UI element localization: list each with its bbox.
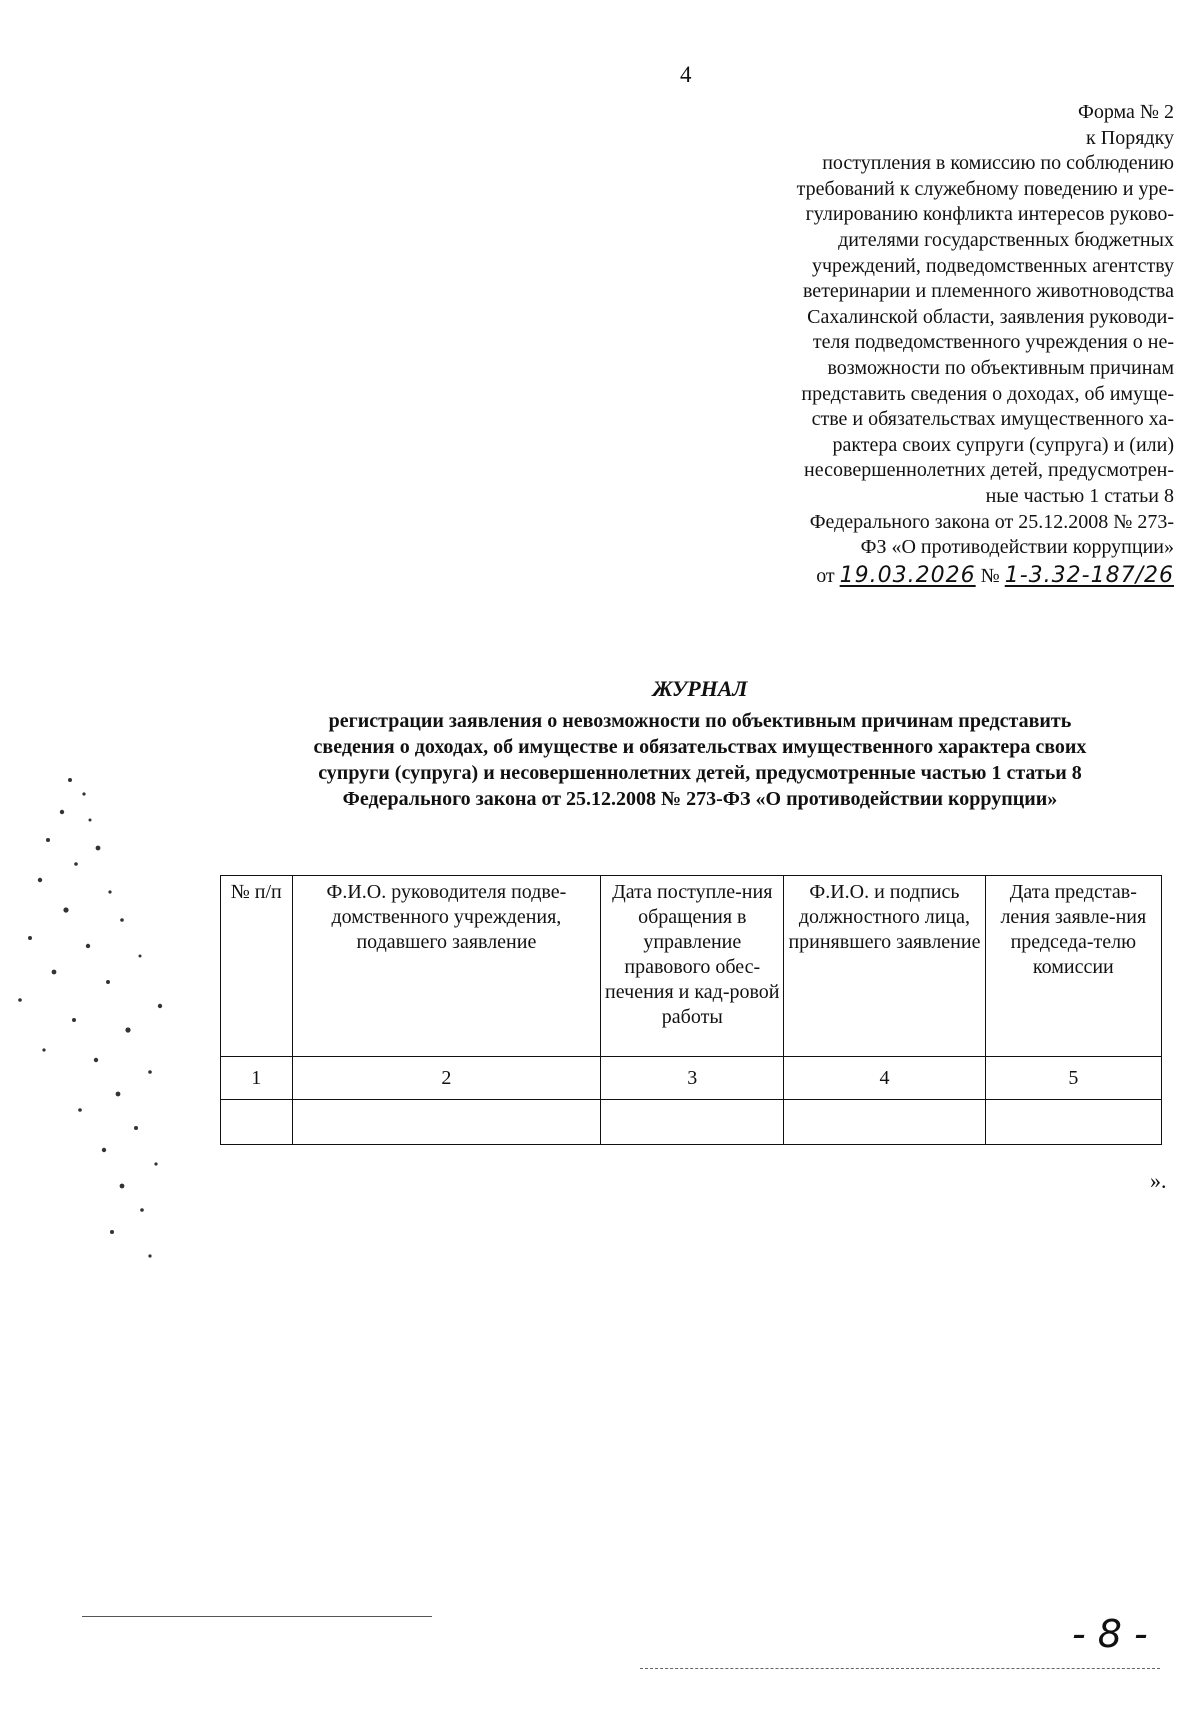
header-line: рактера своих супруги (супруга) и (или) xyxy=(832,433,1174,456)
journal-title xyxy=(200,676,1200,812)
header-line: Федерального закона от 25.12.2008 № 273- xyxy=(809,510,1174,533)
header-line: дителями государственных бюджетных xyxy=(838,228,1174,251)
journal-subtitle-line: супруги (супруга) и несовершеннолетних детей, предусмотренные частью 1 статьи 8 xyxy=(318,762,1082,784)
bottom-rule xyxy=(640,1668,1160,1669)
journal-subtitle-line: регистрации заявления о невозможности по объективным причинам представить xyxy=(328,710,1072,732)
header-cell-submission-date: Дата представ-ления заявле-ния председа-телю комиссии xyxy=(985,876,1161,1057)
column-number-row xyxy=(221,1057,1162,1100)
column-number-cell: 3 xyxy=(601,1057,784,1100)
handwritten-date: 19.03.2026 xyxy=(839,562,976,588)
column-number-cell: 2 xyxy=(292,1057,601,1100)
header-line: ФЗ «О противодействии коррупции» xyxy=(860,536,1174,559)
journal-heading: ЖУРНАЛ xyxy=(652,676,748,701)
header-line: ные частью 1 статьи 8 xyxy=(985,484,1174,507)
column-number-cell: 1 xyxy=(221,1057,293,1100)
column-number-cell: 5 xyxy=(985,1057,1161,1100)
header-line: поступления в комиссию по соблюдению xyxy=(822,152,1174,175)
table-cell xyxy=(784,1100,985,1145)
table-row xyxy=(221,1100,1162,1145)
header-line: возможности по объективным причинам xyxy=(827,356,1174,379)
page-number: 4 xyxy=(680,62,692,87)
header-line: к Порядку xyxy=(1086,126,1174,149)
table-cell xyxy=(601,1100,784,1145)
header-cell-official: Ф.И.О. и подпись должностного лица, принявшего заявление xyxy=(784,876,985,1057)
header-line: стве и обязательствах имущественного ха- xyxy=(811,408,1174,431)
header-cell-applicant: Ф.И.О. руководителя подве-домственного учреждения, подавшего заявление xyxy=(292,876,601,1057)
table-header-row xyxy=(221,876,1162,1057)
form-header xyxy=(704,100,1174,589)
header-line: требований к служебному поведению и уре- xyxy=(796,177,1174,200)
journal-subtitle-line: сведения о доходах, об имуществе и обязательствах имущественного характера своих xyxy=(313,736,1087,758)
handwritten-number: 1-3.32-187/26 xyxy=(1004,562,1174,588)
header-line: Форма № 2 xyxy=(1078,101,1174,123)
table-cell xyxy=(985,1100,1161,1145)
header-line: учреждений, подведомственных агентству xyxy=(811,254,1174,277)
journal-subtitle-line: Федерального закона от 25.12.2008 № 273-ФЗ «О противодействии коррупции» xyxy=(342,788,1058,810)
column-number-cell: 4 xyxy=(784,1057,985,1100)
scan-speckle-pattern xyxy=(0,760,220,1280)
header-line: теля подведомственного учреждения о не- xyxy=(812,331,1174,354)
ref-number-label: № xyxy=(980,564,1000,587)
header-line: ветеринарии и племенного животноводства xyxy=(802,280,1174,303)
footer-rule xyxy=(82,1616,432,1617)
header-cell-received-date: Дата поступле-ния обращения в управление правового обес-печения и кад-ровой работы xyxy=(601,876,784,1057)
journal-table xyxy=(220,875,1162,1145)
header-line: представить сведения о доходах, об имуще- xyxy=(801,382,1174,405)
header-line: гулированию конфликта интересов руково- xyxy=(805,203,1174,226)
header-line: Сахалинской области, заявления руководи- xyxy=(807,305,1174,328)
ref-prefix: от xyxy=(816,564,835,587)
header-cell-number: № п/п xyxy=(221,876,293,1057)
handwritten-sheet-number: - 8 - xyxy=(1072,1612,1148,1656)
closing-quote: ». xyxy=(1150,1168,1167,1193)
table-cell xyxy=(221,1100,293,1145)
header-line: несовершеннолетних детей, предусмотрен- xyxy=(804,459,1174,482)
registration-reference xyxy=(704,563,1174,590)
table-cell xyxy=(292,1100,601,1145)
